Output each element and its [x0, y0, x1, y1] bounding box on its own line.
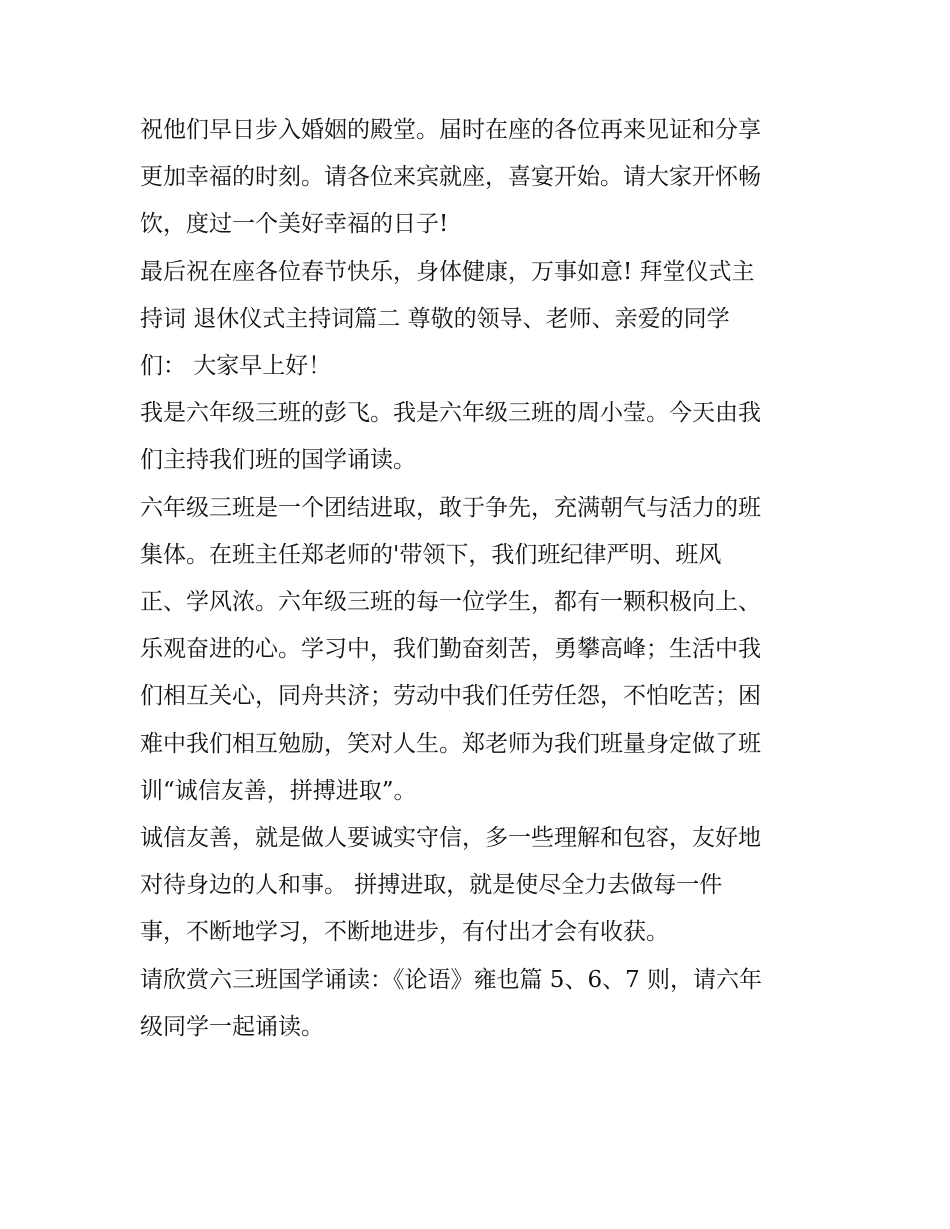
text-line: 们： 大家早上好！: [140, 353, 332, 380]
paragraph-closing-greeting: [140, 249, 820, 391]
text-line: 饮，度过一个美好幸福的日子!: [140, 211, 449, 238]
text-line: 们相互关心，同舟共济；劳动中我们任劳任怨，不怕吃苦；困: [140, 683, 761, 710]
paragraph-class-description: [140, 485, 820, 815]
text-line: 乐观奋进的心。学习中，我们勤奋刻苦，勇攀高峰；生活中我: [140, 636, 761, 663]
text-line: 正、学风浓。六年级三班的每一位学生，都有一颗积极向上、: [140, 589, 761, 616]
text-line: 级同学一起诵读。: [140, 1013, 324, 1040]
text-line: 祝他们早日步入婚姻的殿堂。届时在座的各位再来见证和分享: [140, 117, 761, 143]
text-line: 六年级三班是一个团结进取，敢于争先，充满朝气与活力的班: [140, 494, 761, 521]
text-line: 请欣赏六三班国学诵读：《论语》雍也篇 5、6、7 则，请六年: [140, 966, 763, 993]
paragraph-blessing: [140, 107, 820, 249]
text-line: 对待身边的人和事。 拼搏进取，就是使尽全力去做每一件: [140, 872, 723, 899]
text-line: 们主持我们班的国学诵读。: [140, 447, 416, 474]
paragraph-motto-explanation: [140, 815, 820, 957]
text-line: 最后祝在座各位春节快乐，身体健康，万事如意! 拜堂仪式主: [140, 258, 755, 285]
paragraph-recitation-invite: [140, 957, 820, 1051]
text-line: 训“诚信友善，拼搏进取”。: [140, 777, 417, 804]
document-body: [140, 107, 820, 1051]
text-line: 难中我们相互勉励，笑对人生。郑老师为我们班量身定做了班: [140, 730, 761, 757]
text-line: 更加幸福的时刻。请各位来宾就座，喜宴开始。请大家开怀畅: [140, 164, 761, 191]
text-line: 诚信友善，就是做人要诚实守信，多一些理解和包容，友好地: [140, 825, 761, 852]
text-line: 我是六年级三班的彭飞。我是六年级三班的周小莹。今天由我: [140, 400, 761, 427]
text-line: 事，不断地学习，不断地进步，有付出才会有收获。: [140, 919, 669, 946]
text-line: 持词 退休仪式主持词篇二 尊敬的领导、老师、亲爱的同学: [140, 305, 730, 332]
text-line: 集体。在班主任郑老师的'带领下，我们班纪律严明、班风: [140, 541, 722, 568]
paragraph-host-intro: [140, 390, 820, 484]
